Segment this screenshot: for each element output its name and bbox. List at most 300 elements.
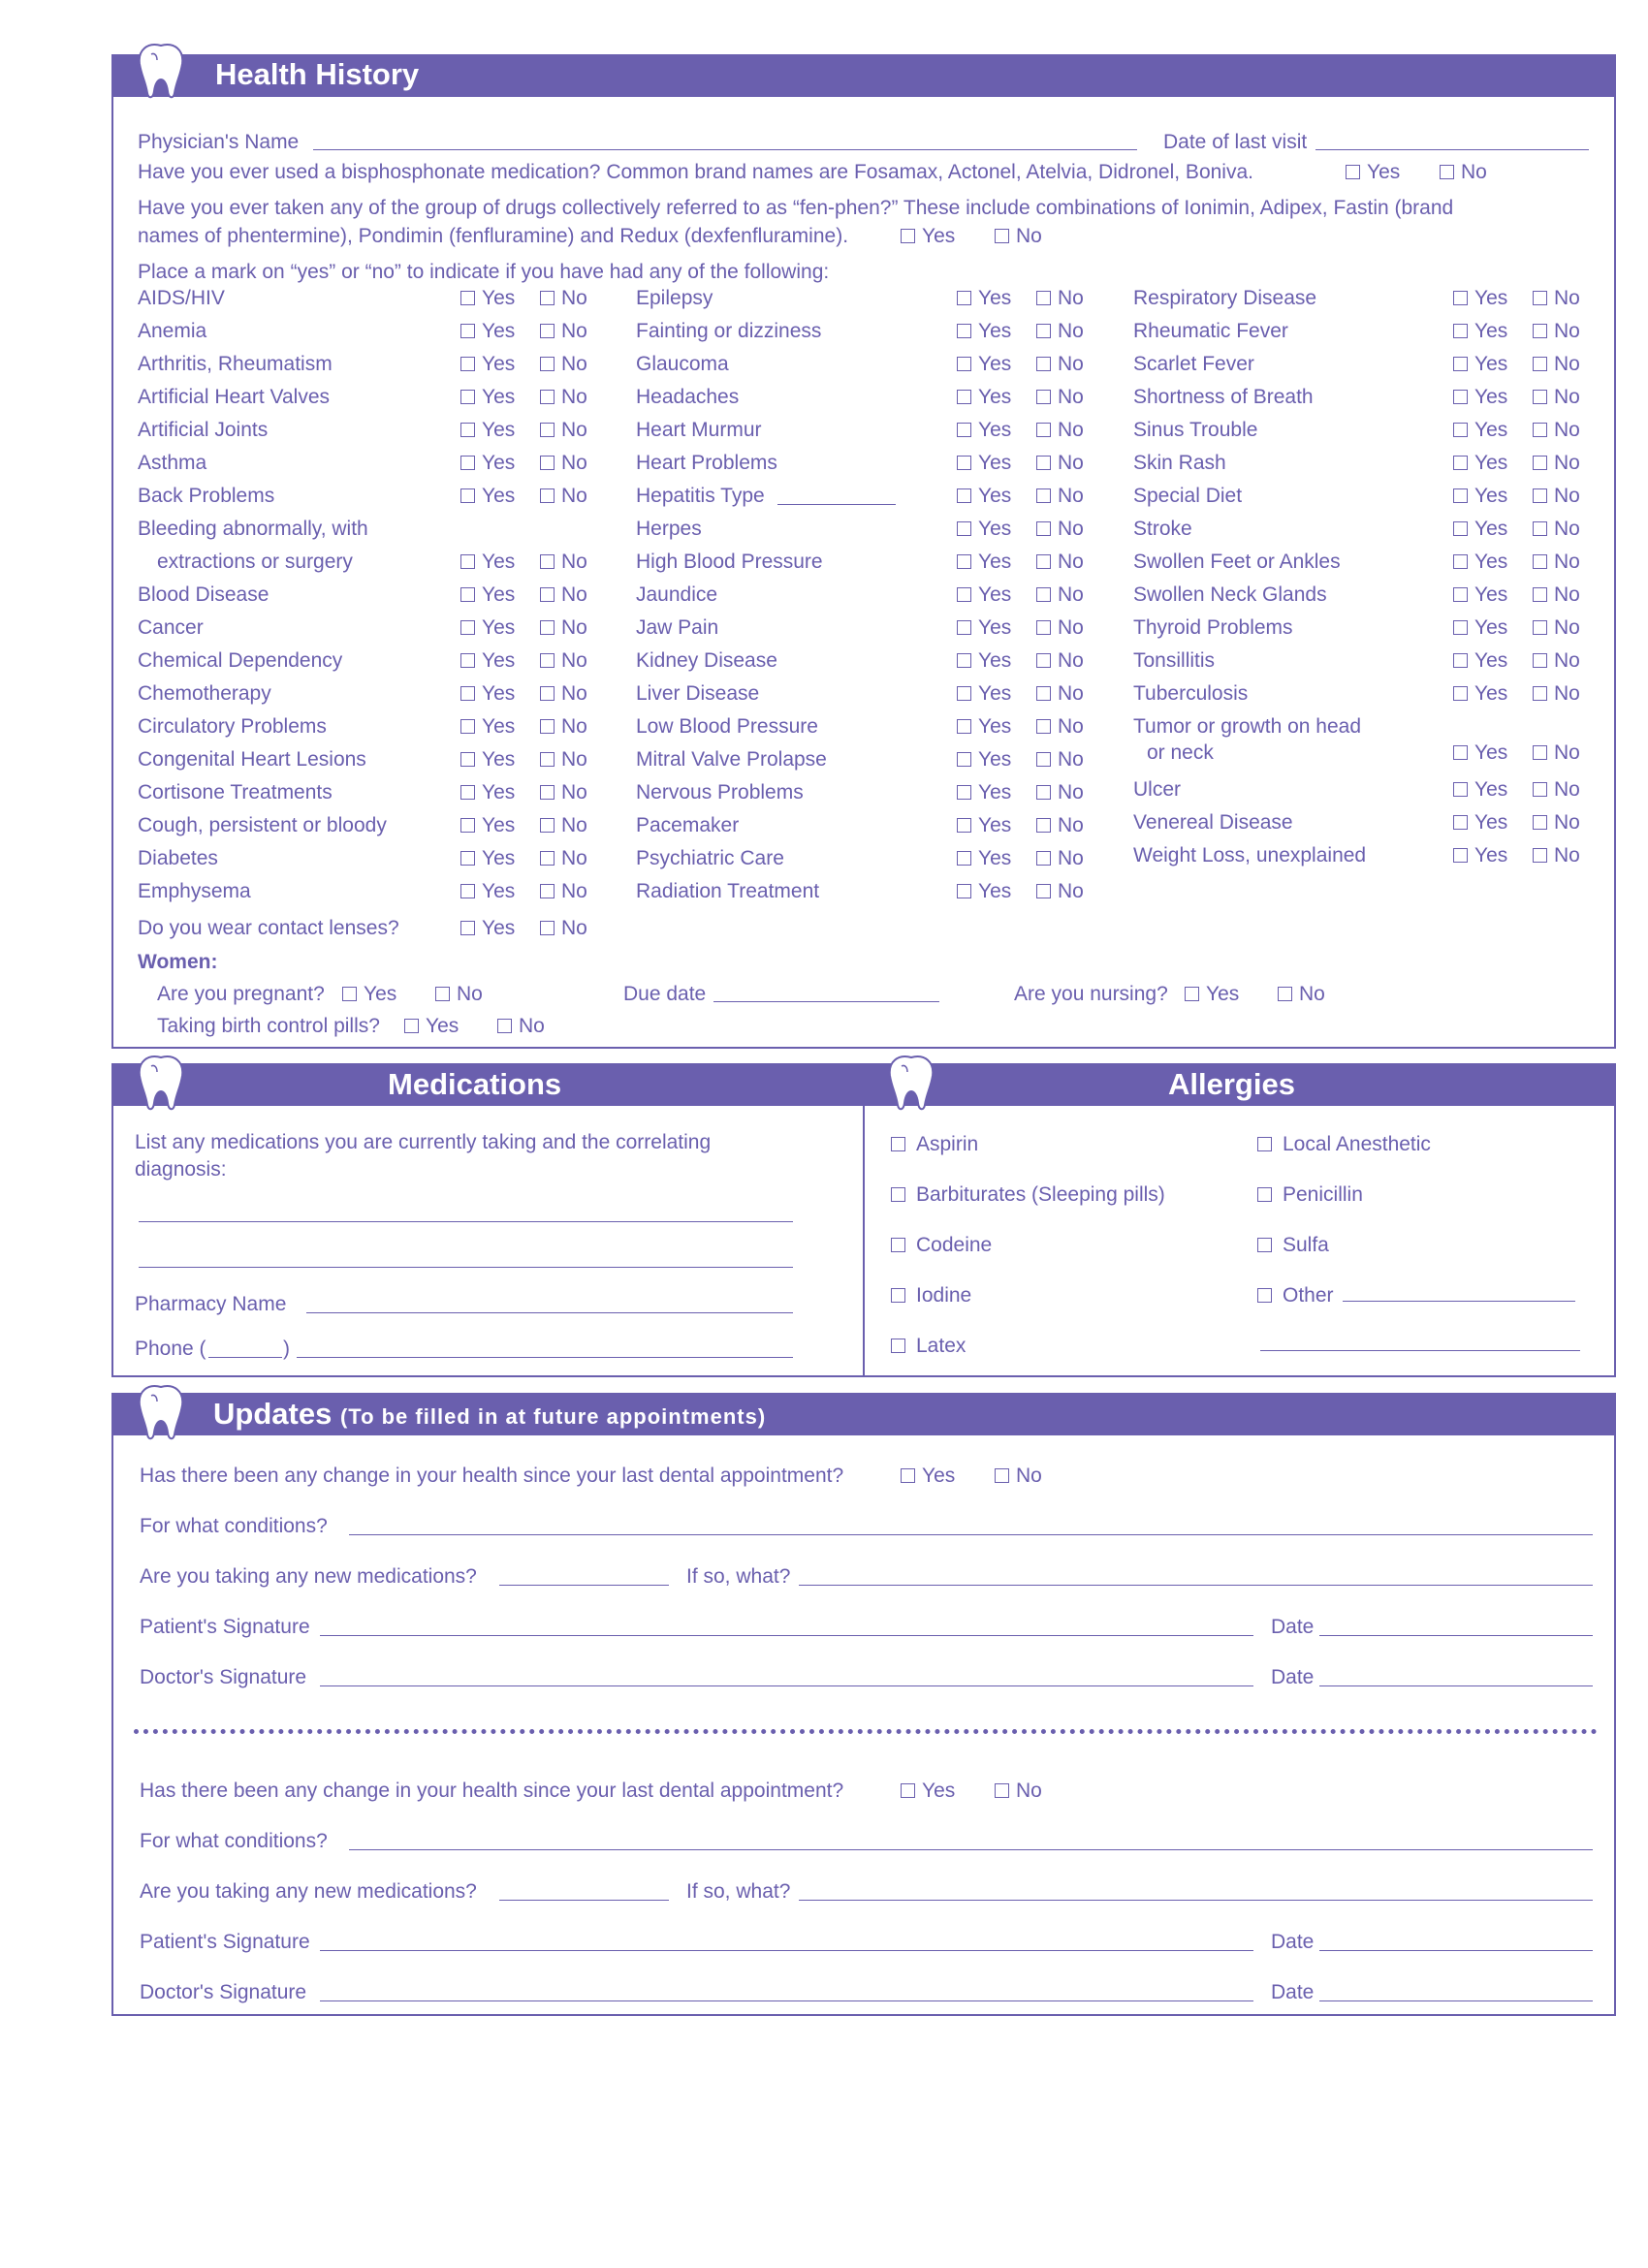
condition-label-psychiatric-care: Psychiatric Care [636, 847, 784, 869]
condition-label-venereal-disease: Venereal Disease [1133, 810, 1293, 834]
condition-tuberculosis-no-label: No [1554, 682, 1580, 705]
condition-arthritis-rheumatism-no-checkbox[interactable] [540, 357, 555, 371]
condition-venereal-disease-yes-checkbox[interactable] [1453, 815, 1468, 830]
condition-glaucoma-yes-label: Yes [978, 353, 1012, 375]
update-2-health-change-no-checkbox[interactable] [995, 1783, 1009, 1798]
update-2-health-change-question: Has there been any change in your health since your last dental appointment? [140, 1780, 844, 1802]
condition-heart-murmur-yes-checkbox[interactable] [957, 423, 971, 437]
condition-cough-persistent-or-bloody-no-label: No [561, 814, 587, 836]
condition-epilepsy-yes-checkbox[interactable] [957, 291, 971, 305]
condition-epilepsy-yes-label: Yes [978, 287, 1012, 309]
update-1-health-change-yes-label: Yes [922, 1465, 956, 1487]
nursing-no-label: No [1299, 983, 1325, 1005]
condition-diabetes-no-checkbox[interactable] [540, 851, 555, 866]
women-label: Women: [138, 951, 218, 973]
condition-extractions-or-surgery-yes-label: Yes [482, 551, 516, 573]
pregnant-no-label: No [457, 983, 483, 1005]
condition-emphysema-yes-label: Yes [482, 880, 516, 902]
condition-diabetes-yes-checkbox[interactable] [460, 851, 475, 866]
condition-cough-persistent-or-bloody-yes-checkbox[interactable] [460, 818, 475, 833]
condition-asthma-yes-checkbox[interactable] [460, 456, 475, 470]
condition-label-or-neck: or neck [1147, 741, 1214, 765]
condition-artificial-joints-yes-checkbox[interactable] [460, 423, 475, 437]
condition-tonsillitis-no-label: No [1554, 649, 1580, 672]
condition-label-epilepsy: Epilepsy [636, 287, 713, 309]
pregnant-yes-checkbox[interactable] [342, 987, 357, 1001]
medications-title: Medications [388, 1067, 562, 1101]
condition-ulcer-no-checkbox[interactable] [1533, 782, 1547, 797]
condition-glaucoma-no-label: No [1058, 353, 1084, 375]
update-2-doctor-signature-field[interactable] [320, 2000, 1253, 2001]
condition-anemia-yes-label: Yes [482, 320, 516, 342]
condition-swollen-neck-glands-no-label: No [1554, 583, 1580, 606]
condition-jaw-pain-yes-checkbox[interactable] [957, 620, 971, 635]
condition-label-liver-disease: Liver Disease [636, 682, 760, 705]
updates-title-text: Updates [213, 1397, 333, 1431]
condition-congenital-heart-lesions-no-checkbox[interactable] [540, 752, 555, 767]
update-2-new-medications-field[interactable] [499, 1900, 669, 1901]
medications-field-2[interactable] [139, 1267, 793, 1268]
condition-jaundice-yes-checkbox[interactable] [957, 587, 971, 602]
condition-sinus-trouble-yes-checkbox[interactable] [1453, 423, 1468, 437]
condition-thyroid-problems-yes-label: Yes [1474, 616, 1508, 639]
condition-heart-problems-yes-label: Yes [978, 452, 1012, 474]
condition-stroke-yes-label: Yes [1474, 518, 1508, 540]
update-1-health-change-yes-checkbox[interactable] [901, 1468, 915, 1483]
condition-stroke-yes-checkbox[interactable] [1453, 521, 1468, 536]
condition-rheumatic-fever-no-label: No [1554, 320, 1580, 342]
condition-kidney-disease-yes-label: Yes [978, 649, 1012, 672]
condition-herpes-no-checkbox[interactable] [1036, 521, 1051, 536]
condition-label-chemical-dependency: Chemical Dependency [138, 649, 343, 672]
condition-label-chemotherapy: Chemotherapy [138, 682, 271, 705]
condition-liver-disease-yes-checkbox[interactable] [957, 686, 971, 701]
condition-label-headaches: Headaches [636, 386, 740, 408]
condition-chemical-dependency-yes-checkbox[interactable] [460, 653, 475, 668]
condition-cancer-yes-label: Yes [482, 616, 516, 639]
allergy-codeine-checkbox[interactable] [891, 1238, 905, 1252]
condition-label-ulcer: Ulcer [1133, 777, 1182, 801]
condition-liver-disease-no-label: No [1058, 682, 1084, 705]
condition-label-heart-problems: Heart Problems [636, 452, 777, 474]
contact-lenses-no-checkbox[interactable] [540, 921, 555, 935]
condition-weight-loss-unexplained-yes-checkbox[interactable] [1453, 848, 1468, 863]
condition-arthritis-rheumatism-yes-checkbox[interactable] [460, 357, 475, 371]
condition-heart-problems-no-checkbox[interactable] [1036, 456, 1051, 470]
condition-rheumatic-fever-yes-checkbox[interactable] [1453, 324, 1468, 338]
condition-pacemaker-yes-checkbox[interactable] [957, 818, 971, 833]
condition-sinus-trouble-no-checkbox[interactable] [1533, 423, 1547, 437]
update-1-new-medications-field[interactable] [499, 1585, 669, 1586]
condition-high-blood-pressure-yes-checkbox[interactable] [957, 554, 971, 569]
condition-chemotherapy-no-checkbox[interactable] [540, 686, 555, 701]
condition-swollen-neck-glands-yes-checkbox[interactable] [1453, 587, 1468, 602]
condition-high-blood-pressure-yes-label: Yes [978, 551, 1012, 573]
condition-label-herpes: Herpes [636, 518, 702, 540]
condition-label-weight-loss-unexplained: Weight Loss, unexplained [1133, 843, 1367, 866]
condition-hepatitis-type-no-label: No [1058, 485, 1084, 507]
allergy-other-checkbox[interactable] [1257, 1288, 1272, 1303]
condition-jaw-pain-no-checkbox[interactable] [1036, 620, 1051, 635]
condition-hepatitis-type-no-checkbox[interactable] [1036, 488, 1051, 503]
condition-tonsillitis-yes-label: Yes [1474, 649, 1508, 672]
condition-sinus-trouble-no-label: No [1554, 419, 1580, 441]
last-visit-field[interactable] [1315, 149, 1589, 150]
condition-jaundice-yes-label: Yes [978, 583, 1012, 606]
condition-kidney-disease-no-checkbox[interactable] [1036, 653, 1051, 668]
condition-circulatory-problems-no-label: No [561, 715, 587, 738]
condition-skin-rash-yes-label: Yes [1474, 452, 1508, 474]
condition-fainting-or-dizziness-yes-label: Yes [978, 320, 1012, 342]
condition-radiation-treatment-no-checkbox[interactable] [1036, 884, 1051, 898]
condition-or-neck-no-checkbox[interactable] [1533, 745, 1547, 760]
updates-subtitle: (To be filled in at future appointments) [339, 1404, 767, 1429]
condition-extractions-or-surgery-no-label: No [561, 551, 587, 573]
fenphen-yes-label: Yes [922, 225, 956, 247]
due-date-field[interactable] [713, 1001, 939, 1002]
condition-hepatitis-type-yes-label: Yes [978, 485, 1012, 507]
condition-chemotherapy-yes-checkbox[interactable] [460, 686, 475, 701]
condition-swollen-neck-glands-yes-label: Yes [1474, 583, 1508, 606]
condition-herpes-yes-label: Yes [978, 518, 1012, 540]
condition-label-circulatory-problems: Circulatory Problems [138, 715, 327, 738]
update-1-patient-signature-field[interactable] [320, 1635, 1253, 1636]
condition-label-cancer: Cancer [138, 616, 204, 639]
birth-control-yes-checkbox[interactable] [404, 1019, 419, 1033]
condition-emphysema-no-checkbox[interactable] [540, 884, 555, 898]
update-1-if-so-field[interactable] [799, 1585, 1593, 1586]
last-visit-label: Date of last visit [1163, 131, 1308, 153]
condition-high-blood-pressure-no-checkbox[interactable] [1036, 554, 1051, 569]
condition-cancer-no-label: No [561, 616, 587, 639]
condition-tonsillitis-yes-checkbox[interactable] [1453, 653, 1468, 668]
update-1-doctor-date-field[interactable] [1319, 1685, 1593, 1686]
condition-artificial-heart-valves-no-checkbox[interactable] [540, 390, 555, 404]
update-1-new-medications-question: Are you taking any new medications? [140, 1565, 477, 1588]
condition-label-cough-persistent-or-bloody: Cough, persistent or bloody [138, 814, 387, 836]
condition-venereal-disease-yes-label: Yes [1474, 810, 1508, 834]
nursing-no-checkbox[interactable] [1278, 987, 1292, 1001]
allergy-latex-checkbox[interactable] [891, 1339, 905, 1353]
contact-lenses-question: Do you wear contact lenses? [138, 917, 399, 939]
condition-ulcer-yes-checkbox[interactable] [1453, 782, 1468, 797]
condition-cancer-yes-checkbox[interactable] [460, 620, 475, 635]
update-2-patient-date-label: Date [1271, 1931, 1315, 1953]
update-1-patient-signature-label: Patient's Signature [140, 1616, 310, 1638]
phone-area-code-field[interactable] [208, 1357, 282, 1358]
allergy-iodine-label: Iodine [916, 1284, 972, 1307]
condition-label-diabetes: Diabetes [138, 847, 218, 869]
condition-psychiatric-care-yes-checkbox[interactable] [957, 851, 971, 866]
condition-shortness-of-breath-yes-label: Yes [1474, 386, 1508, 408]
birth-control-question: Taking birth control pills? [157, 1015, 380, 1037]
condition-scarlet-fever-yes-checkbox[interactable] [1453, 357, 1468, 371]
physician-name-field[interactable] [313, 149, 1137, 150]
condition-artificial-heart-valves-yes-label: Yes [482, 386, 516, 408]
update-2-health-change-yes-checkbox[interactable] [901, 1783, 915, 1798]
condition-label-high-blood-pressure: High Blood Pressure [636, 551, 823, 573]
birth-control-no-checkbox[interactable] [497, 1019, 512, 1033]
contact-lenses-yes-label: Yes [482, 917, 516, 939]
birth-control-yes-label: Yes [426, 1015, 460, 1037]
condition-heart-murmur-no-checkbox[interactable] [1036, 423, 1051, 437]
update-2-doctor-date-label: Date [1271, 1981, 1315, 2003]
condition-label-anemia: Anemia [138, 320, 207, 342]
update-2-health-change-yes-label: Yes [922, 1780, 956, 1802]
condition-anemia-no-label: No [561, 320, 587, 342]
medications-section [111, 1063, 865, 1377]
condition-aids-hiv-no-checkbox[interactable] [540, 291, 555, 305]
phone-label: Phone ( [135, 1338, 206, 1360]
condition-label-arthritis-rheumatism: Arthritis, Rheumatism [138, 353, 333, 375]
condition-cancer-no-checkbox[interactable] [540, 620, 555, 635]
condition-label-stroke: Stroke [1133, 518, 1192, 540]
allergy-sulfa-checkbox[interactable] [1257, 1238, 1272, 1252]
condition-label-mitral-valve-prolapse: Mitral Valve Prolapse [636, 748, 827, 771]
update-1-doctor-signature-label: Doctor's Signature [140, 1666, 307, 1688]
condition-label-thyroid-problems: Thyroid Problems [1133, 616, 1293, 639]
condition-circulatory-problems-no-checkbox[interactable] [540, 719, 555, 734]
condition-skin-rash-no-label: No [1554, 452, 1580, 474]
condition-thyroid-problems-no-checkbox[interactable] [1533, 620, 1547, 635]
condition-artificial-joints-no-label: No [561, 419, 587, 441]
allergy-penicillin-checkbox[interactable] [1257, 1187, 1272, 1202]
condition-special-diet-no-checkbox[interactable] [1533, 488, 1547, 503]
condition-jaundice-no-checkbox[interactable] [1036, 587, 1051, 602]
update-1-health-change-no-checkbox[interactable] [995, 1468, 1009, 1483]
update-2-if-so-field[interactable] [799, 1900, 1593, 1901]
condition-venereal-disease-no-label: No [1554, 810, 1580, 834]
condition-respiratory-disease-no-checkbox[interactable] [1533, 291, 1547, 305]
condition-arthritis-rheumatism-yes-label: Yes [482, 353, 516, 375]
condition-nervous-problems-yes-checkbox[interactable] [957, 785, 971, 800]
condition-chemical-dependency-no-label: No [561, 649, 587, 672]
other-allergy-field-1[interactable] [1343, 1301, 1575, 1302]
nursing-yes-checkbox[interactable] [1185, 987, 1199, 1001]
condition-congenital-heart-lesions-no-label: No [561, 748, 587, 771]
condition-back-problems-yes-checkbox[interactable] [460, 488, 475, 503]
condition-or-neck-yes-checkbox[interactable] [1453, 745, 1468, 760]
condition-label-emphysema: Emphysema [138, 880, 251, 902]
condition-low-blood-pressure-yes-checkbox[interactable] [957, 719, 971, 734]
condition-special-diet-yes-checkbox[interactable] [1453, 488, 1468, 503]
update-2-conditions-field[interactable] [349, 1849, 1593, 1850]
condition-aids-hiv-yes-checkbox[interactable] [460, 291, 475, 305]
condition-label-sinus-trouble: Sinus Trouble [1133, 419, 1258, 441]
condition-epilepsy-no-checkbox[interactable] [1036, 291, 1051, 305]
condition-hepatitis-type-yes-checkbox[interactable] [957, 488, 971, 503]
condition-artificial-joints-no-checkbox[interactable] [540, 423, 555, 437]
condition-chemotherapy-yes-label: Yes [482, 682, 516, 705]
update-1-conditions-field[interactable] [349, 1534, 1593, 1535]
condition-diabetes-yes-label: Yes [482, 847, 516, 869]
fenphen-no-checkbox[interactable] [995, 229, 1009, 243]
condition-artificial-heart-valves-no-label: No [561, 386, 587, 408]
condition-asthma-no-checkbox[interactable] [540, 456, 555, 470]
condition-circulatory-problems-yes-checkbox[interactable] [460, 719, 475, 734]
condition-heart-murmur-no-label: No [1058, 419, 1084, 441]
condition-radiation-treatment-yes-checkbox[interactable] [957, 884, 971, 898]
condition-venereal-disease-no-checkbox[interactable] [1533, 815, 1547, 830]
condition-fainting-or-dizziness-no-label: No [1058, 320, 1084, 342]
condition-label-aids-hiv: AIDS/HIV [138, 287, 225, 309]
condition-label-radiation-treatment: Radiation Treatment [636, 880, 820, 902]
condition-swollen-feet-or-ankles-no-checkbox[interactable] [1533, 554, 1547, 569]
condition-heart-problems-no-label: No [1058, 452, 1084, 474]
condition-ulcer-yes-label: Yes [1474, 777, 1508, 801]
update-2-new-medications-question: Are you taking any new medications? [140, 1880, 477, 1903]
condition-glaucoma-no-checkbox[interactable] [1036, 357, 1051, 371]
condition-headaches-yes-label: Yes [978, 386, 1012, 408]
condition-label-low-blood-pressure: Low Blood Pressure [636, 715, 818, 738]
condition-cough-persistent-or-bloody-yes-label: Yes [482, 814, 516, 836]
update-2-patient-date-field[interactable] [1319, 1950, 1593, 1951]
condition-scarlet-fever-no-label: No [1554, 353, 1580, 375]
condition-blood-disease-yes-checkbox[interactable] [460, 587, 475, 602]
condition-blood-disease-yes-label: Yes [482, 583, 516, 606]
allergy-iodine-checkbox[interactable] [891, 1288, 905, 1303]
condition-anemia-yes-checkbox[interactable] [460, 324, 475, 338]
update-1-patient-date-field[interactable] [1319, 1635, 1593, 1636]
allergy-aspirin-checkbox[interactable] [891, 1137, 905, 1151]
allergy-local-anesthetic-checkbox[interactable] [1257, 1137, 1272, 1151]
condition-fainting-or-dizziness-no-checkbox[interactable] [1036, 324, 1051, 338]
condition-thyroid-problems-yes-checkbox[interactable] [1453, 620, 1468, 635]
pharmacy-name-field[interactable] [306, 1312, 793, 1313]
condition-pacemaker-no-label: No [1058, 814, 1084, 836]
condition-shortness-of-breath-yes-checkbox[interactable] [1453, 390, 1468, 404]
condition-radiation-treatment-yes-label: Yes [978, 880, 1012, 902]
condition-extractions-or-surgery-yes-checkbox[interactable] [460, 554, 475, 569]
condition-blood-disease-no-label: No [561, 583, 587, 606]
condition-emphysema-no-label: No [561, 880, 587, 902]
condition-tonsillitis-no-checkbox[interactable] [1533, 653, 1547, 668]
pregnant-no-checkbox[interactable] [435, 987, 450, 1001]
condition-tuberculosis-no-checkbox[interactable] [1533, 686, 1547, 701]
condition-back-problems-yes-label: Yes [482, 485, 516, 507]
condition-back-problems-no-checkbox[interactable] [540, 488, 555, 503]
phone-close-paren: ) [283, 1338, 290, 1360]
condition-skin-rash-yes-checkbox[interactable] [1453, 456, 1468, 470]
condition-low-blood-pressure-no-label: No [1058, 715, 1084, 738]
condition-stroke-no-checkbox[interactable] [1533, 521, 1547, 536]
bisphosphonate-yes-checkbox[interactable] [1346, 165, 1360, 179]
bisphosphonate-no-checkbox[interactable] [1440, 165, 1454, 179]
condition-liver-disease-no-checkbox[interactable] [1036, 686, 1051, 701]
contact-lenses-yes-checkbox[interactable] [460, 921, 475, 935]
condition-scarlet-fever-yes-label: Yes [1474, 353, 1508, 375]
condition-cough-persistent-or-bloody-no-checkbox[interactable] [540, 818, 555, 833]
condition-low-blood-pressure-no-checkbox[interactable] [1036, 719, 1051, 734]
condition-tuberculosis-yes-label: Yes [1474, 682, 1508, 705]
condition-extractions-or-surgery-no-checkbox[interactable] [540, 554, 555, 569]
condition-psychiatric-care-no-checkbox[interactable] [1036, 851, 1051, 866]
condition-kidney-disease-yes-checkbox[interactable] [957, 653, 971, 668]
condition-label-jaundice: Jaundice [636, 583, 718, 606]
condition-chemical-dependency-no-checkbox[interactable] [540, 653, 555, 668]
allergy-barbiturates-sleeping-pills-checkbox[interactable] [891, 1187, 905, 1202]
physician-name-label: Physician's Name [138, 131, 300, 153]
condition-weight-loss-unexplained-no-checkbox[interactable] [1533, 848, 1547, 863]
condition-radiation-treatment-no-label: No [1058, 880, 1084, 902]
condition-headaches-no-checkbox[interactable] [1036, 390, 1051, 404]
hepatitis-type-field[interactable] [777, 504, 896, 505]
condition-swollen-neck-glands-no-checkbox[interactable] [1533, 587, 1547, 602]
condition-fainting-or-dizziness-yes-checkbox[interactable] [957, 324, 971, 338]
condition-anemia-no-checkbox[interactable] [540, 324, 555, 338]
condition-label-artificial-joints: Artificial Joints [138, 419, 269, 441]
condition-cortisone-treatments-no-checkbox[interactable] [540, 785, 555, 800]
condition-label-jaw-pain: Jaw Pain [636, 616, 719, 639]
condition-cortisone-treatments-no-label: No [561, 781, 587, 803]
fenphen-no-label: No [1016, 225, 1042, 247]
condition-cortisone-treatments-yes-checkbox[interactable] [460, 785, 475, 800]
condition-label-nervous-problems: Nervous Problems [636, 781, 804, 803]
condition-label-artificial-heart-valves: Artificial Heart Valves [138, 386, 331, 408]
condition-congenital-heart-lesions-yes-checkbox[interactable] [460, 752, 475, 767]
condition-epilepsy-no-label: No [1058, 287, 1084, 309]
fenphen-question-line2: names of phentermine), Pondimin (fenfluramine) and Redux (dexfenfluramine). [138, 225, 849, 247]
condition-rheumatic-fever-no-checkbox[interactable] [1533, 324, 1547, 338]
tooth-icon [886, 1055, 936, 1113]
condition-emphysema-yes-checkbox[interactable] [460, 884, 475, 898]
update-2-conditions-label: For what conditions? [140, 1830, 328, 1852]
health-history-title: Health History [215, 57, 420, 91]
conditions-instruction: Place a mark on “yes” or “no” to indicate if you have had any of the following: [138, 261, 830, 283]
condition-liver-disease-yes-label: Yes [978, 682, 1012, 705]
allergy-other-label: Other [1283, 1284, 1334, 1307]
fenphen-yes-checkbox[interactable] [901, 229, 915, 243]
condition-shortness-of-breath-no-label: No [1554, 386, 1580, 408]
update-2-patient-signature-field[interactable] [320, 1950, 1253, 1951]
condition-tuberculosis-yes-checkbox[interactable] [1453, 686, 1468, 701]
condition-herpes-yes-checkbox[interactable] [957, 521, 971, 536]
update-1-doctor-signature-field[interactable] [320, 1685, 1253, 1686]
condition-cortisone-treatments-yes-label: Yes [482, 781, 516, 803]
condition-heart-problems-yes-checkbox[interactable] [957, 456, 971, 470]
medications-field-1[interactable] [139, 1221, 793, 1222]
condition-headaches-yes-checkbox[interactable] [957, 390, 971, 404]
condition-label-respiratory-disease: Respiratory Disease [1133, 287, 1317, 309]
condition-label-heart-murmur: Heart Murmur [636, 419, 762, 441]
condition-scarlet-fever-no-checkbox[interactable] [1533, 357, 1547, 371]
allergy-aspirin-label: Aspirin [916, 1133, 979, 1155]
condition-mitral-valve-prolapse-no-checkbox[interactable] [1036, 752, 1051, 767]
condition-glaucoma-yes-checkbox[interactable] [957, 357, 971, 371]
update-2-doctor-date-field[interactable] [1319, 2000, 1593, 2001]
condition-label-tuberculosis: Tuberculosis [1133, 682, 1249, 705]
condition-mitral-valve-prolapse-yes-label: Yes [978, 748, 1012, 771]
phone-number-field[interactable] [297, 1357, 793, 1358]
pregnant-question: Are you pregnant? [157, 983, 325, 1005]
condition-weight-loss-unexplained-yes-label: Yes [1474, 843, 1508, 866]
condition-swollen-feet-or-ankles-yes-checkbox[interactable] [1453, 554, 1468, 569]
condition-skin-rash-no-checkbox[interactable] [1533, 456, 1547, 470]
condition-label-tumor-or-growth-on-head: Tumor or growth on head [1133, 715, 1362, 738]
condition-respiratory-disease-yes-checkbox[interactable] [1453, 291, 1468, 305]
condition-pacemaker-no-checkbox[interactable] [1036, 818, 1051, 833]
condition-or-neck-yes-label: Yes [1474, 741, 1508, 765]
condition-mitral-valve-prolapse-yes-checkbox[interactable] [957, 752, 971, 767]
condition-shortness-of-breath-no-checkbox[interactable] [1533, 390, 1547, 404]
condition-artificial-heart-valves-yes-checkbox[interactable] [460, 390, 475, 404]
update-2-if-so-label: If so, what? [686, 1880, 791, 1903]
condition-blood-disease-no-checkbox[interactable] [540, 587, 555, 602]
condition-label-pacemaker: Pacemaker [636, 814, 740, 836]
other-allergy-field-2[interactable] [1260, 1350, 1580, 1351]
condition-nervous-problems-no-checkbox[interactable] [1036, 785, 1051, 800]
update-1-conditions-label: For what conditions? [140, 1515, 328, 1537]
